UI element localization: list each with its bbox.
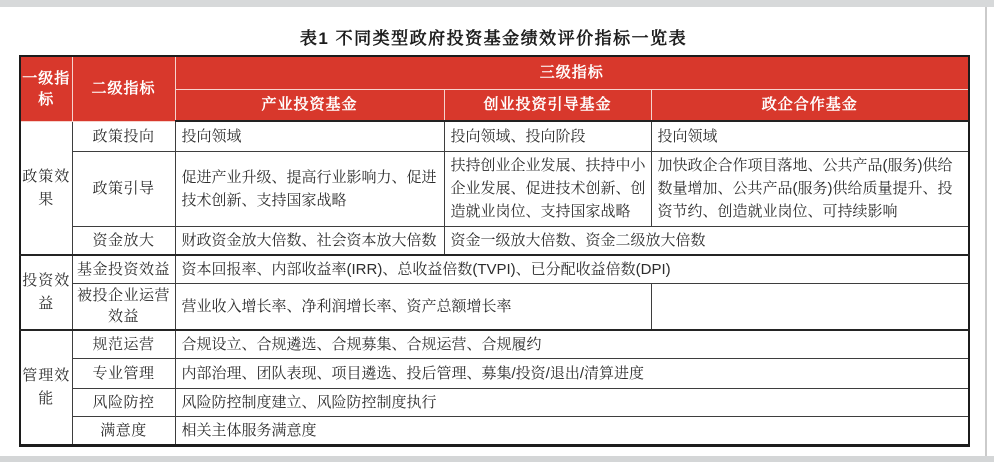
table-row [20, 121, 969, 151]
header-level1: 一级指标 [20, 56, 72, 121]
criteria-cell: 风险防控制度建立、风险防控制度执行 [175, 389, 969, 417]
criteria-cell: 投向领域、投向阶段 [444, 121, 651, 151]
right-page-edge-line [985, 7, 987, 456]
table-row [20, 151, 969, 226]
table-row [20, 255, 969, 284]
table-row [20, 330, 969, 359]
table-row [20, 417, 969, 446]
top-edge-strip [0, 0, 994, 7]
indicator-label: 满意度 [72, 417, 175, 446]
indicator-label: 规范运营 [72, 330, 175, 359]
criteria-cell: 资金一级放大倍数、资金二级放大倍数 [444, 226, 969, 255]
indicator-label: 资金放大 [72, 226, 175, 255]
indicator-label: 风险防控 [72, 389, 175, 417]
header-fund-industrial: 产业投资基金 [175, 89, 444, 121]
header-level3: 三级指标 [175, 56, 969, 89]
indicator-label: 被投企业运营效益 [72, 284, 175, 330]
criteria-cell: 财政资金放大倍数、社会资本放大倍数 [175, 226, 444, 255]
header-level2: 二级指标 [72, 56, 175, 121]
criteria-cell: 投向领域 [651, 121, 969, 151]
criteria-cell: 营业收入增长率、净利润增长率、资产总额增长率 [175, 284, 651, 330]
header-row-top [20, 56, 969, 89]
indicator-table [19, 55, 970, 447]
header-fund-ppp: 政企合作基金 [651, 89, 969, 121]
indicator-label: 专业管理 [72, 359, 175, 389]
table-row [20, 359, 969, 389]
empty-cell [651, 284, 969, 330]
indicator-label: 政策投向 [72, 121, 175, 151]
criteria-cell: 扶持创业企业发展、扶持中小企业发展、促进技术创新、创造就业岗位、支持国家战略 [444, 151, 651, 226]
criteria-cell: 相关主体服务满意度 [175, 417, 969, 446]
table-row [20, 226, 969, 255]
table-title: 表1 不同类型政府投资基金绩效评价指标一览表 [299, 29, 688, 48]
indicator-label: 基金投资效益 [72, 255, 175, 284]
indicator-label: 政策引导 [72, 151, 175, 226]
criteria-cell: 加快政企合作项目落地、公共产品(服务)供给数量增加、公共产品(服务)供给质量提升、投资节约、创造就业岗位、可持续影响 [651, 151, 969, 226]
criteria-cell: 内部治理、团队表现、项目遴选、投后管理、募集/投资/退出/清算进度 [175, 359, 969, 389]
header-fund-venture: 创业投资引导基金 [444, 89, 651, 121]
bottom-edge-strip [0, 456, 994, 462]
section-label-policy-effect: 政策效果 [20, 121, 72, 255]
criteria-cell: 促进产业升级、提高行业影响力、促进技术创新、支持国家战略 [175, 151, 444, 226]
criteria-cell: 资本回报率、内部收益率(IRR)、总收益倍数(TVPI)、已分配收益倍数(DPI) [175, 255, 969, 284]
criteria-cell: 合规设立、合规遴选、合规募集、合规运营、合规履约 [175, 330, 969, 359]
criteria-cell: 投向领域 [175, 121, 444, 151]
table-row [20, 389, 969, 417]
table-row [20, 284, 969, 330]
section-label-investment-benefit: 投资效益 [20, 255, 72, 330]
section-label-management-efficiency: 管理效能 [20, 330, 72, 446]
